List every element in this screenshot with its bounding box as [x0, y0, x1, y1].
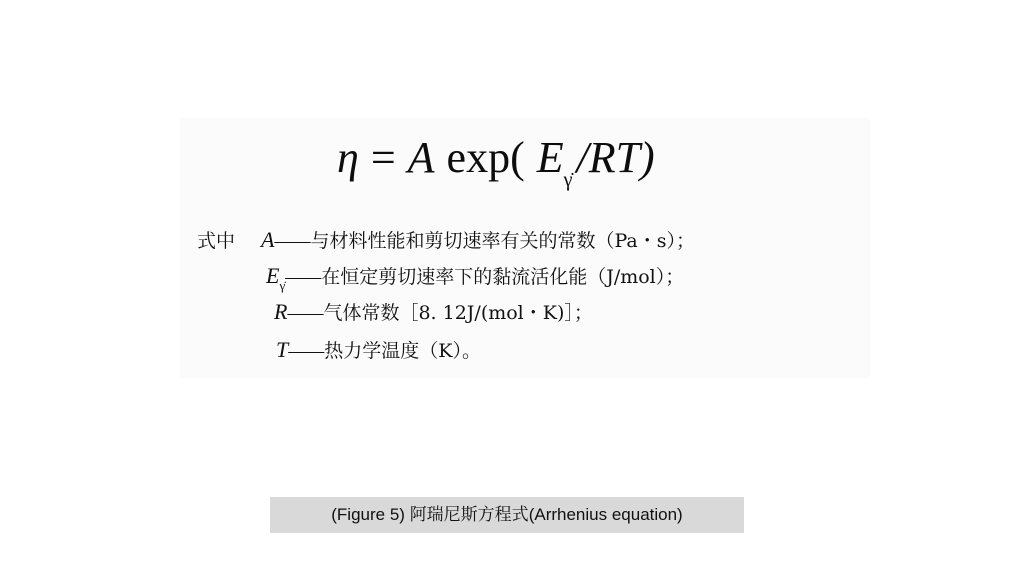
- definition-symbol: E: [266, 263, 280, 288]
- definition-symbol: A: [261, 227, 275, 252]
- equation-exp: exp(: [446, 133, 525, 182]
- definition-intro: 式中: [197, 230, 236, 252]
- definition-row-A: [197, 226, 695, 253]
- figure-caption: [270, 497, 744, 533]
- definition-text: 与材料性能和剪切速率有关的常数（Pa・s）；: [310, 230, 695, 252]
- definition-dash: ——: [285, 267, 320, 288]
- equation-eta: η: [337, 133, 359, 182]
- equation-rest: /RT): [576, 133, 655, 182]
- definition-symbol-subscript: γ̇: [279, 278, 286, 293]
- definition-dash: ——: [274, 231, 309, 252]
- definition-row-R: [274, 298, 593, 325]
- definition-dash: ——: [287, 303, 322, 324]
- equation-E: E: [536, 133, 564, 182]
- definition-dash: ——: [288, 341, 323, 362]
- definition-symbol: R: [274, 299, 288, 324]
- definition-text: 热力学温度（K）。: [324, 340, 481, 362]
- caption-english: (Arrhenius equation): [528, 505, 683, 524]
- definition-text: 在恒定剪切速率下的黏流活化能（J/mol）；: [321, 266, 685, 288]
- equation-A: A: [407, 133, 435, 182]
- definition-row-T: [276, 336, 481, 363]
- arrhenius-equation: [337, 132, 655, 202]
- equation-E-subscript: γ̇: [563, 169, 573, 191]
- definition-symbol: T: [276, 337, 289, 362]
- equation-equals: =: [370, 133, 396, 182]
- caption-prefix: (Figure 5): [331, 505, 410, 524]
- definition-text: 气体常数［8. 12J/(mol・K)］；: [323, 302, 593, 324]
- definition-row-E: [266, 262, 685, 293]
- caption-chinese: 阿瑞尼斯方程式: [409, 505, 529, 524]
